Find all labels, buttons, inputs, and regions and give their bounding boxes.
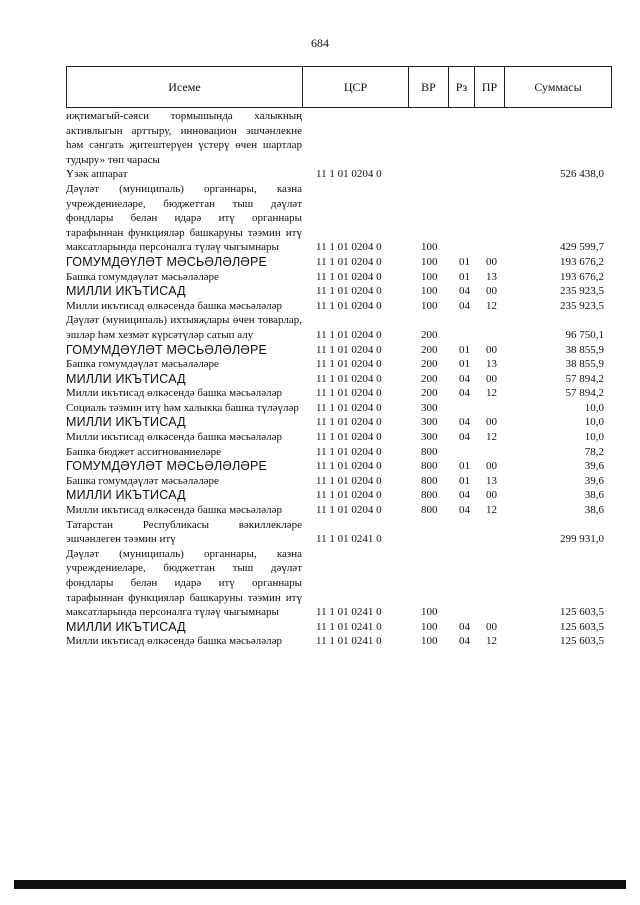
row-name: Милли икътисад өлкәсендә башка мәсьәләләр: [66, 635, 282, 648]
row-rz: 04: [459, 489, 470, 502]
row-vr: 100: [421, 285, 438, 298]
row-vr: 300: [421, 431, 438, 444]
table-row: [66, 299, 612, 314]
row-sum: 10,0: [584, 401, 604, 414]
table-row: [66, 313, 612, 342]
table-row: [66, 284, 612, 299]
table-row: [66, 270, 612, 285]
row-pr: 13: [486, 474, 497, 487]
row-pr: 12: [486, 299, 497, 312]
row-vr: 200: [421, 328, 438, 341]
row-vr: 100: [421, 255, 438, 268]
row-name: Үзәк аппарат: [66, 168, 128, 181]
table-row: [66, 182, 612, 255]
row-sum: 38 855,9: [565, 343, 604, 356]
row-vr: 200: [421, 343, 438, 356]
row-csr: 11 1 01 0204 0: [316, 445, 382, 458]
row-vr: 100: [421, 620, 438, 633]
row-sum: 193 676,2: [560, 255, 604, 268]
row-pr: 00: [486, 416, 497, 429]
table-row: [66, 634, 612, 649]
row-name: МИЛЛИ ИКЪТИСАД: [66, 284, 186, 299]
row-csr: 11 1 01 0241 0: [316, 635, 382, 648]
row-rz: 04: [459, 285, 470, 298]
scan-border: [14, 880, 626, 889]
row-sum: 96 750,1: [565, 328, 604, 341]
row-rz: 04: [459, 299, 470, 312]
row-rz: 01: [459, 460, 470, 473]
row-pr: 12: [486, 635, 497, 648]
row-name: иҗтимагый-сәяси тормышында халыкның активлыгын арттыру, инновацион эшчәнлекне һәм сәнгать җитештерүен үстерү өчен шартлар тудыру» төп чарасы: [66, 110, 302, 166]
row-vr: 100: [421, 606, 438, 619]
row-sum: 235 923,5: [560, 299, 604, 312]
table-row: [66, 620, 612, 635]
row-vr: 200: [421, 358, 438, 371]
header-csr: ЦСР: [303, 67, 409, 107]
row-vr: 100: [421, 241, 438, 254]
row-name: МИЛЛИ ИКЪТИСАД: [66, 619, 186, 634]
row-name: МИЛЛИ ИКЪТИСАД: [66, 488, 186, 503]
row-name: Милли икътисад өлкәсендә башка мәсьәләләр: [66, 504, 282, 517]
row-vr: 300: [421, 416, 438, 429]
row-csr: 11 1 01 0241 0: [316, 620, 382, 633]
row-sum: 39,6: [584, 474, 604, 487]
row-name: Милли икътисад өлкәсендә башка мәсьәләләр: [66, 431, 282, 444]
row-csr: 11 1 01 0204 0: [316, 504, 382, 517]
row-sum: 38 855,9: [565, 358, 604, 371]
table-row: [66, 415, 612, 430]
row-vr: 200: [421, 372, 438, 385]
row-rz: 04: [459, 387, 470, 400]
table-body: [66, 109, 612, 649]
row-sum: 57 894,2: [565, 372, 604, 385]
row-name: ГОМУМДӘҮЛӘТ МӘСЬӘЛӘЛӘРЕ: [66, 459, 268, 474]
row-pr: 00: [486, 489, 497, 502]
row-rz: 01: [459, 270, 470, 283]
row-pr: 00: [486, 285, 497, 298]
row-sum: 39,6: [584, 460, 604, 473]
row-csr: 11 1 01 0204 0: [316, 401, 382, 414]
row-pr: 00: [486, 620, 497, 633]
row-csr: 11 1 01 0241 0: [316, 606, 382, 619]
table-row: [66, 255, 612, 270]
row-sum: 235 923,5: [560, 285, 604, 298]
row-vr: 800: [421, 460, 438, 473]
row-vr: 800: [421, 489, 438, 502]
row-name: Татарстан Республикасы вәкиллекләре эшчәнлеген тәэмин итү: [66, 518, 302, 546]
header-name: Исеме: [67, 67, 303, 107]
row-rz: 04: [459, 416, 470, 429]
row-pr: 13: [486, 358, 497, 371]
row-csr: 11 1 01 0204 0: [316, 372, 382, 385]
table-row: [66, 167, 612, 182]
row-vr: 100: [421, 299, 438, 312]
row-rz: 04: [459, 620, 470, 633]
row-vr: 800: [421, 504, 438, 517]
row-sum: 57 894,2: [565, 387, 604, 400]
table-row: [66, 343, 612, 358]
row-vr: 100: [421, 635, 438, 648]
header-rz: Рз: [449, 67, 475, 107]
row-csr: 11 1 01 0204 0: [316, 168, 382, 181]
row-pr: 12: [486, 431, 497, 444]
header-vr: ВР: [409, 67, 449, 107]
row-vr: 100: [421, 270, 438, 283]
row-name: Башка гомумдәүләт мәсьәләләре: [66, 270, 219, 283]
row-sum: 429 599,7: [560, 241, 604, 254]
row-rz: 01: [459, 255, 470, 268]
table-row: [66, 488, 612, 503]
table-header: [66, 66, 612, 108]
row-vr: 200: [421, 387, 438, 400]
row-name: Башка гомумдәүләт мәсьәләләре: [66, 474, 219, 487]
row-sum: 78,2: [584, 445, 604, 458]
row-csr: 11 1 01 0204 0: [316, 416, 382, 429]
table-row: [66, 474, 612, 489]
row-name: Башка гомумдәүләт мәсьәләләре: [66, 358, 219, 371]
row-name: МИЛЛИ ИКЪТИСАД: [66, 371, 186, 386]
row-sum: 125 603,5: [560, 620, 604, 633]
row-sum: 526 438,0: [560, 168, 604, 181]
row-sum: 299 931,0: [560, 533, 604, 546]
row-csr: 11 1 01 0204 0: [316, 460, 382, 473]
row-rz: 01: [459, 474, 470, 487]
row-csr: 11 1 01 0204 0: [316, 328, 382, 341]
row-sum: 193 676,2: [560, 270, 604, 283]
row-name: Милли икътисад өлкәсендә башка мәсьәләләр: [66, 387, 282, 400]
row-csr: 11 1 01 0204 0: [316, 255, 382, 268]
row-name: Милли икътисад өлкәсендә башка мәсьәләләр: [66, 299, 282, 312]
table-row: [66, 547, 612, 620]
row-rz: 04: [459, 504, 470, 517]
row-csr: 11 1 01 0204 0: [316, 474, 382, 487]
row-sum: 38,6: [584, 489, 604, 502]
row-sum: 10,0: [584, 416, 604, 429]
header-sum: Суммасы: [534, 80, 582, 94]
row-rz: 01: [459, 343, 470, 356]
row-csr: 11 1 01 0204 0: [316, 343, 382, 356]
row-csr: 11 1 01 0204 0: [316, 241, 382, 254]
row-sum: 38,6: [584, 504, 604, 517]
table-row: [66, 445, 612, 460]
row-rz: 04: [459, 372, 470, 385]
row-csr: 11 1 01 0241 0: [316, 533, 382, 546]
row-sum: 10,0: [584, 431, 604, 444]
row-name: Дәүләт (муниципаль) органнары, казна учреждениеләре, бюджеттан тыш дәүләт фондлары белән идарә итү органнары тарафыннан функцияләр башкаруны тәэмин итү максатларында персоналга түләү чыгымнары: [66, 182, 302, 254]
page-number: 684: [311, 36, 329, 50]
header-pr: ПР: [475, 67, 505, 107]
row-name: Башка бюджет ассигнованиеләре: [66, 445, 221, 458]
row-pr: 00: [486, 255, 497, 268]
row-name: Социаль тәэмин итү һәм халыкка башка түләүләр: [66, 401, 299, 414]
table-row: [66, 386, 612, 401]
row-pr: 12: [486, 504, 497, 517]
row-csr: 11 1 01 0204 0: [316, 387, 382, 400]
row-csr: 11 1 01 0204 0: [316, 285, 382, 298]
row-rz: 01: [459, 358, 470, 371]
row-name: Дәүләт (муниципаль) органнары, казна учреждениеләре, бюджеттан тыш дәүләт фондлары белән идарә итү органнары тарафыннан функцияләр башкаруны тәэмин итү максатларында персоналга түләү чыгымнары: [66, 547, 302, 619]
row-rz: 04: [459, 431, 470, 444]
row-sum: 125 603,5: [560, 635, 604, 648]
row-vr: 300: [421, 401, 438, 414]
row-csr: 11 1 01 0204 0: [316, 489, 382, 502]
table-row: [66, 459, 612, 474]
row-csr: 11 1 01 0204 0: [316, 299, 382, 312]
row-name: ГОМУМДӘҮЛӘТ МӘСЬӘЛӘЛӘРЕ: [66, 254, 268, 269]
table-row: [66, 503, 612, 518]
row-csr: 11 1 01 0204 0: [316, 431, 382, 444]
row-vr: 800: [421, 474, 438, 487]
table-row: [66, 372, 612, 387]
row-pr: 00: [486, 343, 497, 356]
row-pr: 00: [486, 372, 497, 385]
row-rz: 04: [459, 635, 470, 648]
row-pr: 00: [486, 460, 497, 473]
row-name: Дәүләт (муниципаль) ихтыяҗлары өчен товарлар, эшләр һәм хезмәт күрсәтүләр сатып алу: [66, 314, 302, 341]
row-name: МИЛЛИ ИКЪТИСАД: [66, 415, 186, 430]
row-sum: 125 603,5: [560, 606, 604, 619]
row-vr: 800: [421, 445, 438, 458]
row-name: ГОМУМДӘҮЛӘТ МӘСЬӘЛӘЛӘРЕ: [66, 342, 268, 357]
table-row: [66, 109, 612, 167]
row-pr: 12: [486, 387, 497, 400]
table-row: [66, 518, 612, 547]
table-row: [66, 357, 612, 372]
table-row: [66, 401, 612, 416]
row-pr: 13: [486, 270, 497, 283]
row-csr: 11 1 01 0204 0: [316, 270, 382, 283]
row-csr: 11 1 01 0204 0: [316, 358, 382, 371]
table-row: [66, 430, 612, 445]
